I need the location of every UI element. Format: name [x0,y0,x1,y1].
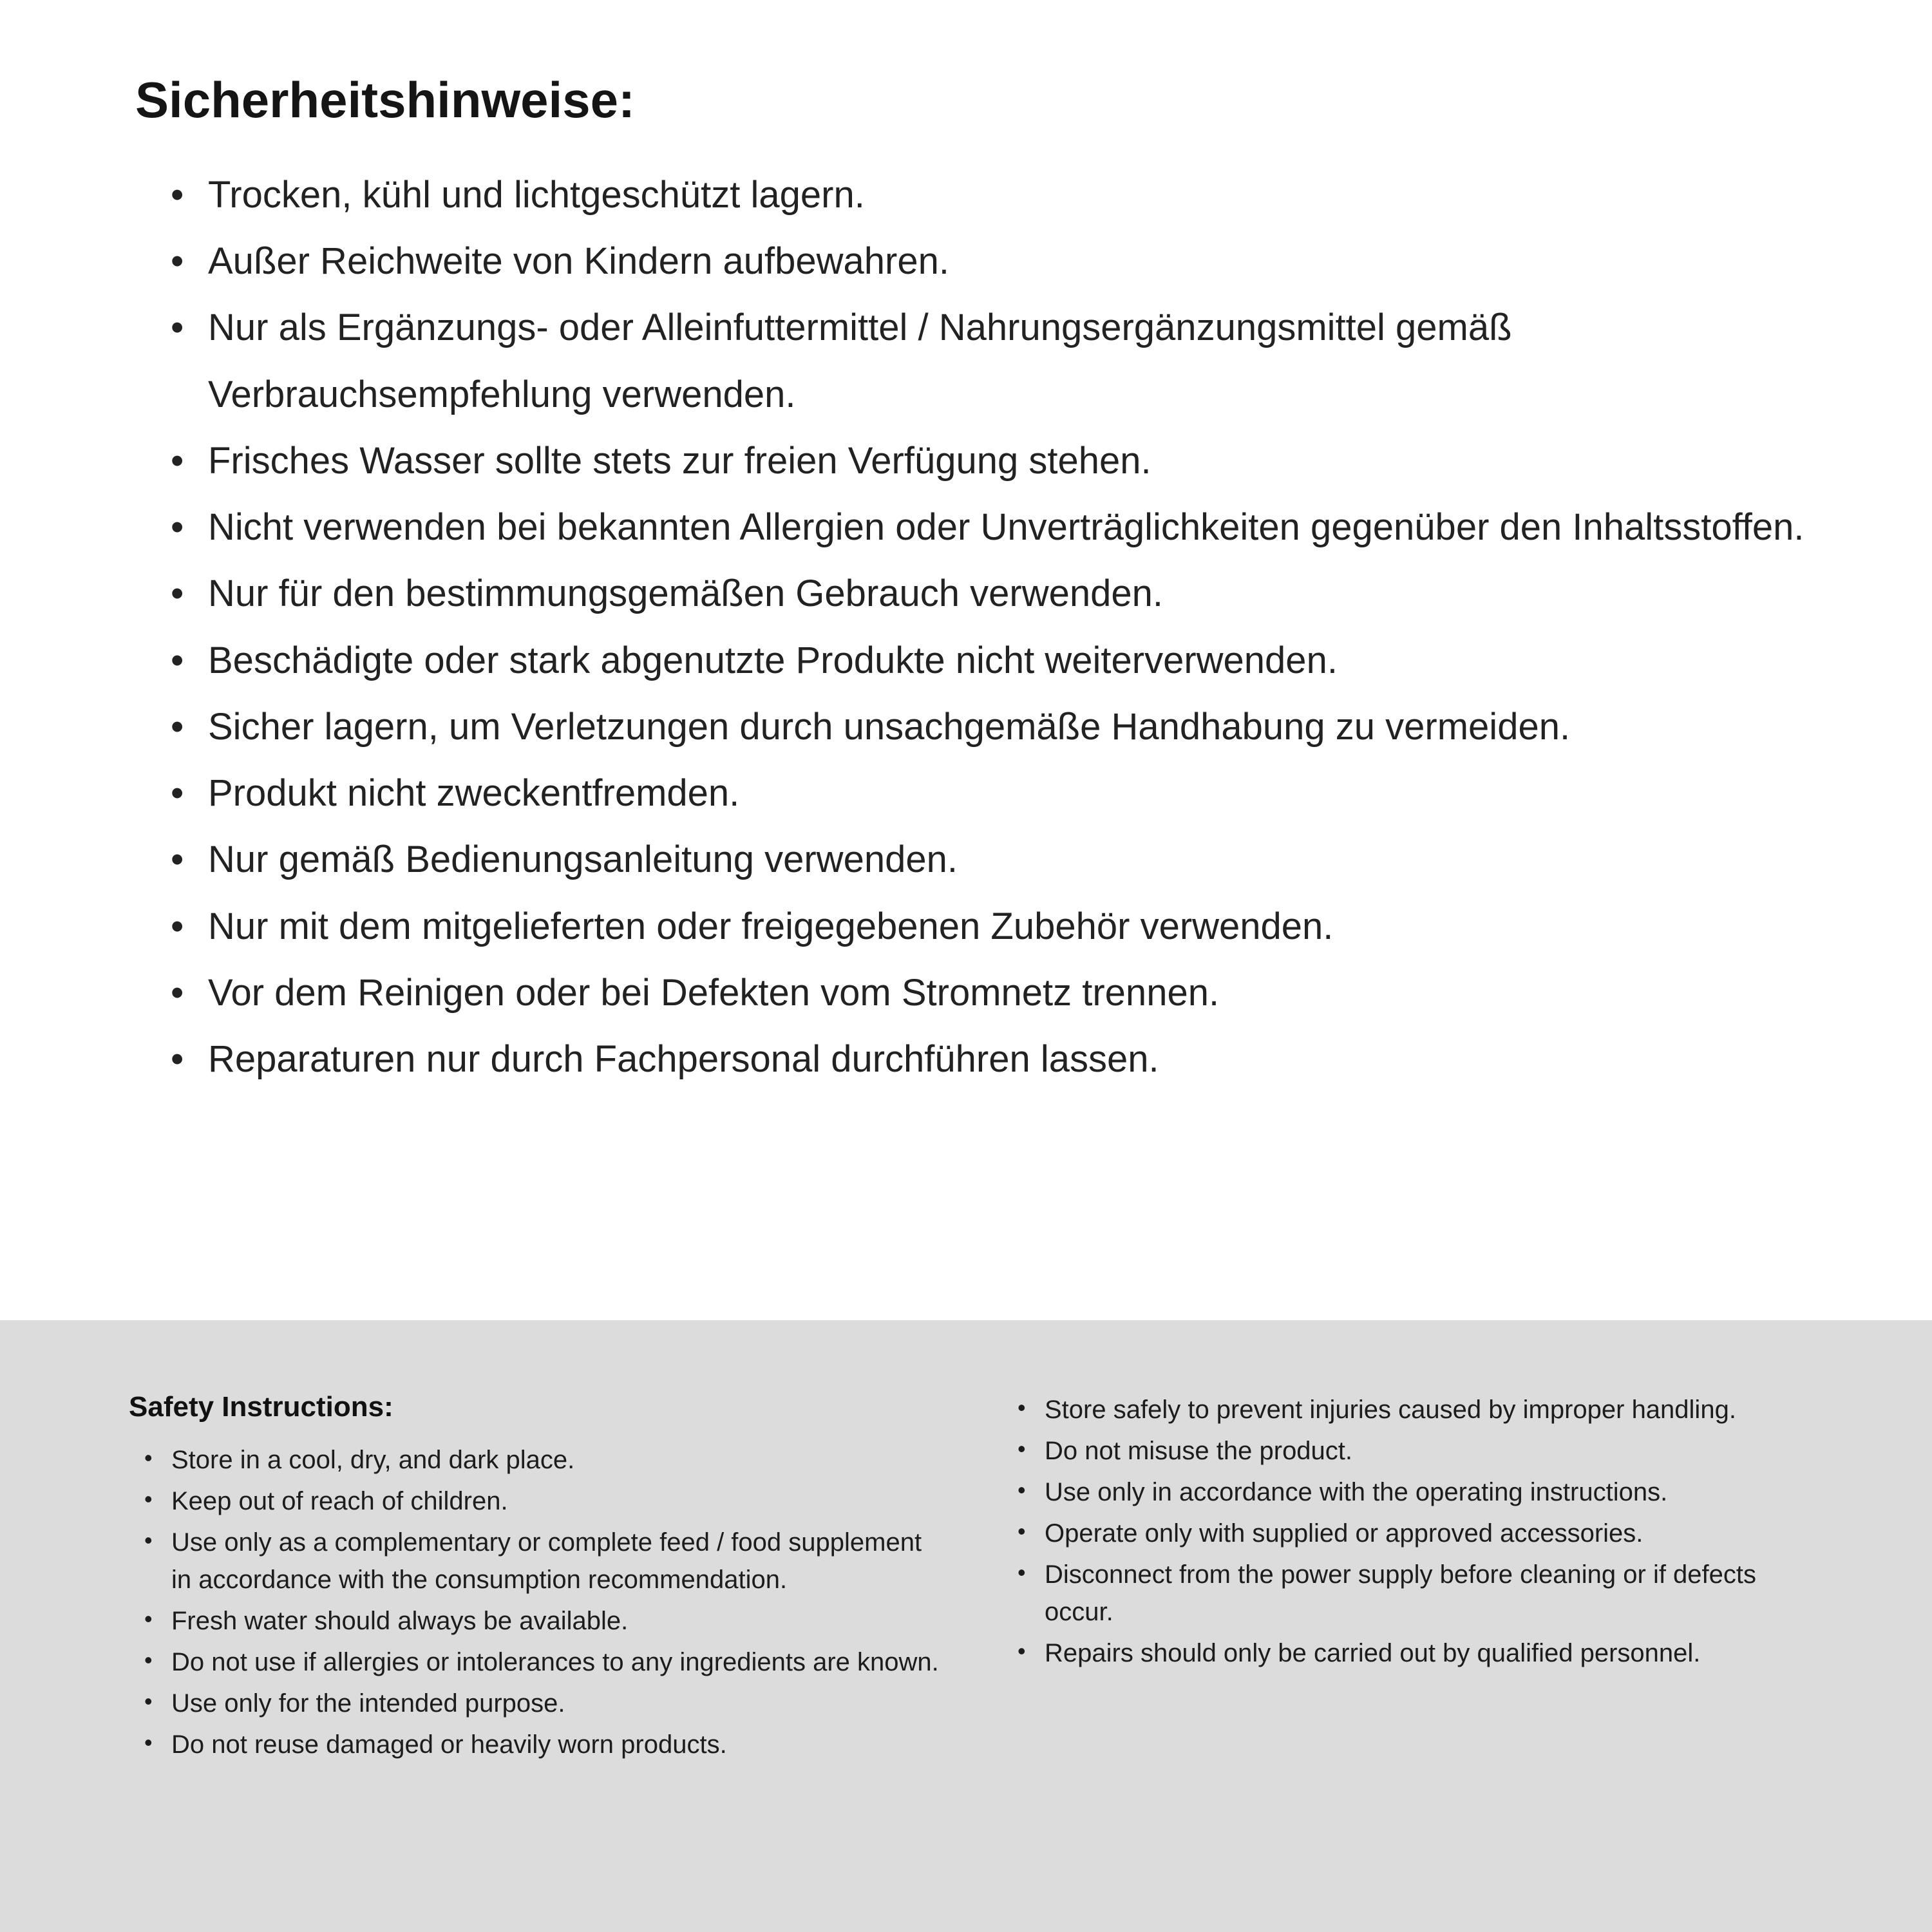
english-safety-list-item: • Operate only with supplied or approved accessories. [1018,1515,1829,1552]
german-safety-list-item: • Außer Reichweite von Kindern aufbewahren. [171,228,1842,294]
german-safety-list-item: • Sicher lagern, um Verletzungen durch unsachgemäße Handhabung zu vermeiden. [171,694,1842,760]
english-column-right [1018,1391,1829,1932]
english-safety-list-item: • Do not use if allergies or intolerances to any ingredients are known. [144,1643,940,1681]
english-section-title: Safety Instructions: [129,1391,393,1423]
english-safety-section [0,1320,1932,1932]
english-safety-list-item: • Use only as a complementary or complete feed / food supplement in accordance with the consumption recommendation. [144,1524,940,1598]
german-safety-list-item: • Nur für den bestimmungsgemäßen Gebrauch verwenden. [171,560,1842,627]
german-safety-list-item: • Nur gemäß Bedienungsanleitung verwenden. [171,826,1842,893]
english-safety-list-item: • Do not reuse damaged or heavily worn products. [144,1726,940,1763]
english-safety-list-item: • Disconnect from the power supply before cleaning or if defects occur. [1018,1556,1829,1631]
german-safety-list-item: • Frisches Wasser sollte stets zur freien Verfügung stehen. [171,428,1842,494]
english-safety-list-item: • Store in a cool, dry, and dark place. [144,1441,940,1479]
english-safety-list-item: • Fresh water should always be available. [144,1602,940,1640]
german-safety-list-item: • Beschädigte oder stark abgenutzte Produkte nicht weiterverwenden. [171,627,1842,694]
english-safety-list-item: • Store safely to prevent injuries caused by improper handling. [1018,1391,1829,1428]
english-safety-list-item: • Repairs should only be carried out by qualified personnel. [1018,1634,1829,1672]
german-safety-list-item: • Nur als Ergänzungs- oder Alleinfuttermittel / Nahrungsergänzungsmittel gemäß Verbrauchsempfehlung verwenden. [171,294,1842,427]
german-safety-list-item: • Nicht verwenden bei bekannten Allergien oder Unverträglichkeiten gegenüber den Inhaltsstoffen. [171,494,1842,560]
english-safety-list-left [129,1441,940,1763]
german-safety-list [135,162,1842,1092]
german-safety-list-item: • Vor dem Reinigen oder bei Defekten vom Stromnetz trennen. [171,960,1842,1026]
english-safety-list-item: • Do not misuse the product. [1018,1432,1829,1470]
german-safety-list-item: • Reparaturen nur durch Fachpersonal durchführen lassen. [171,1026,1842,1092]
english-safety-list-right [1018,1391,1829,1672]
german-section-title: Sicherheitshinweise: [135,71,635,128]
english-safety-list-item: • Use only in accordance with the operating instructions. [1018,1473,1829,1511]
german-safety-list-item: • Nur mit dem mitgelieferten oder freigegebenen Zubehör verwenden. [171,893,1842,960]
german-safety-list-item: • Trocken, kühl und lichtgeschützt lagern. [171,162,1842,228]
english-column-left [129,1391,940,1932]
english-safety-list-item: • Use only for the intended purpose. [144,1685,940,1722]
german-safety-list-item: • Produkt nicht zweckentfremden. [171,760,1842,826]
english-safety-list-item: • Keep out of reach of children. [144,1482,940,1520]
